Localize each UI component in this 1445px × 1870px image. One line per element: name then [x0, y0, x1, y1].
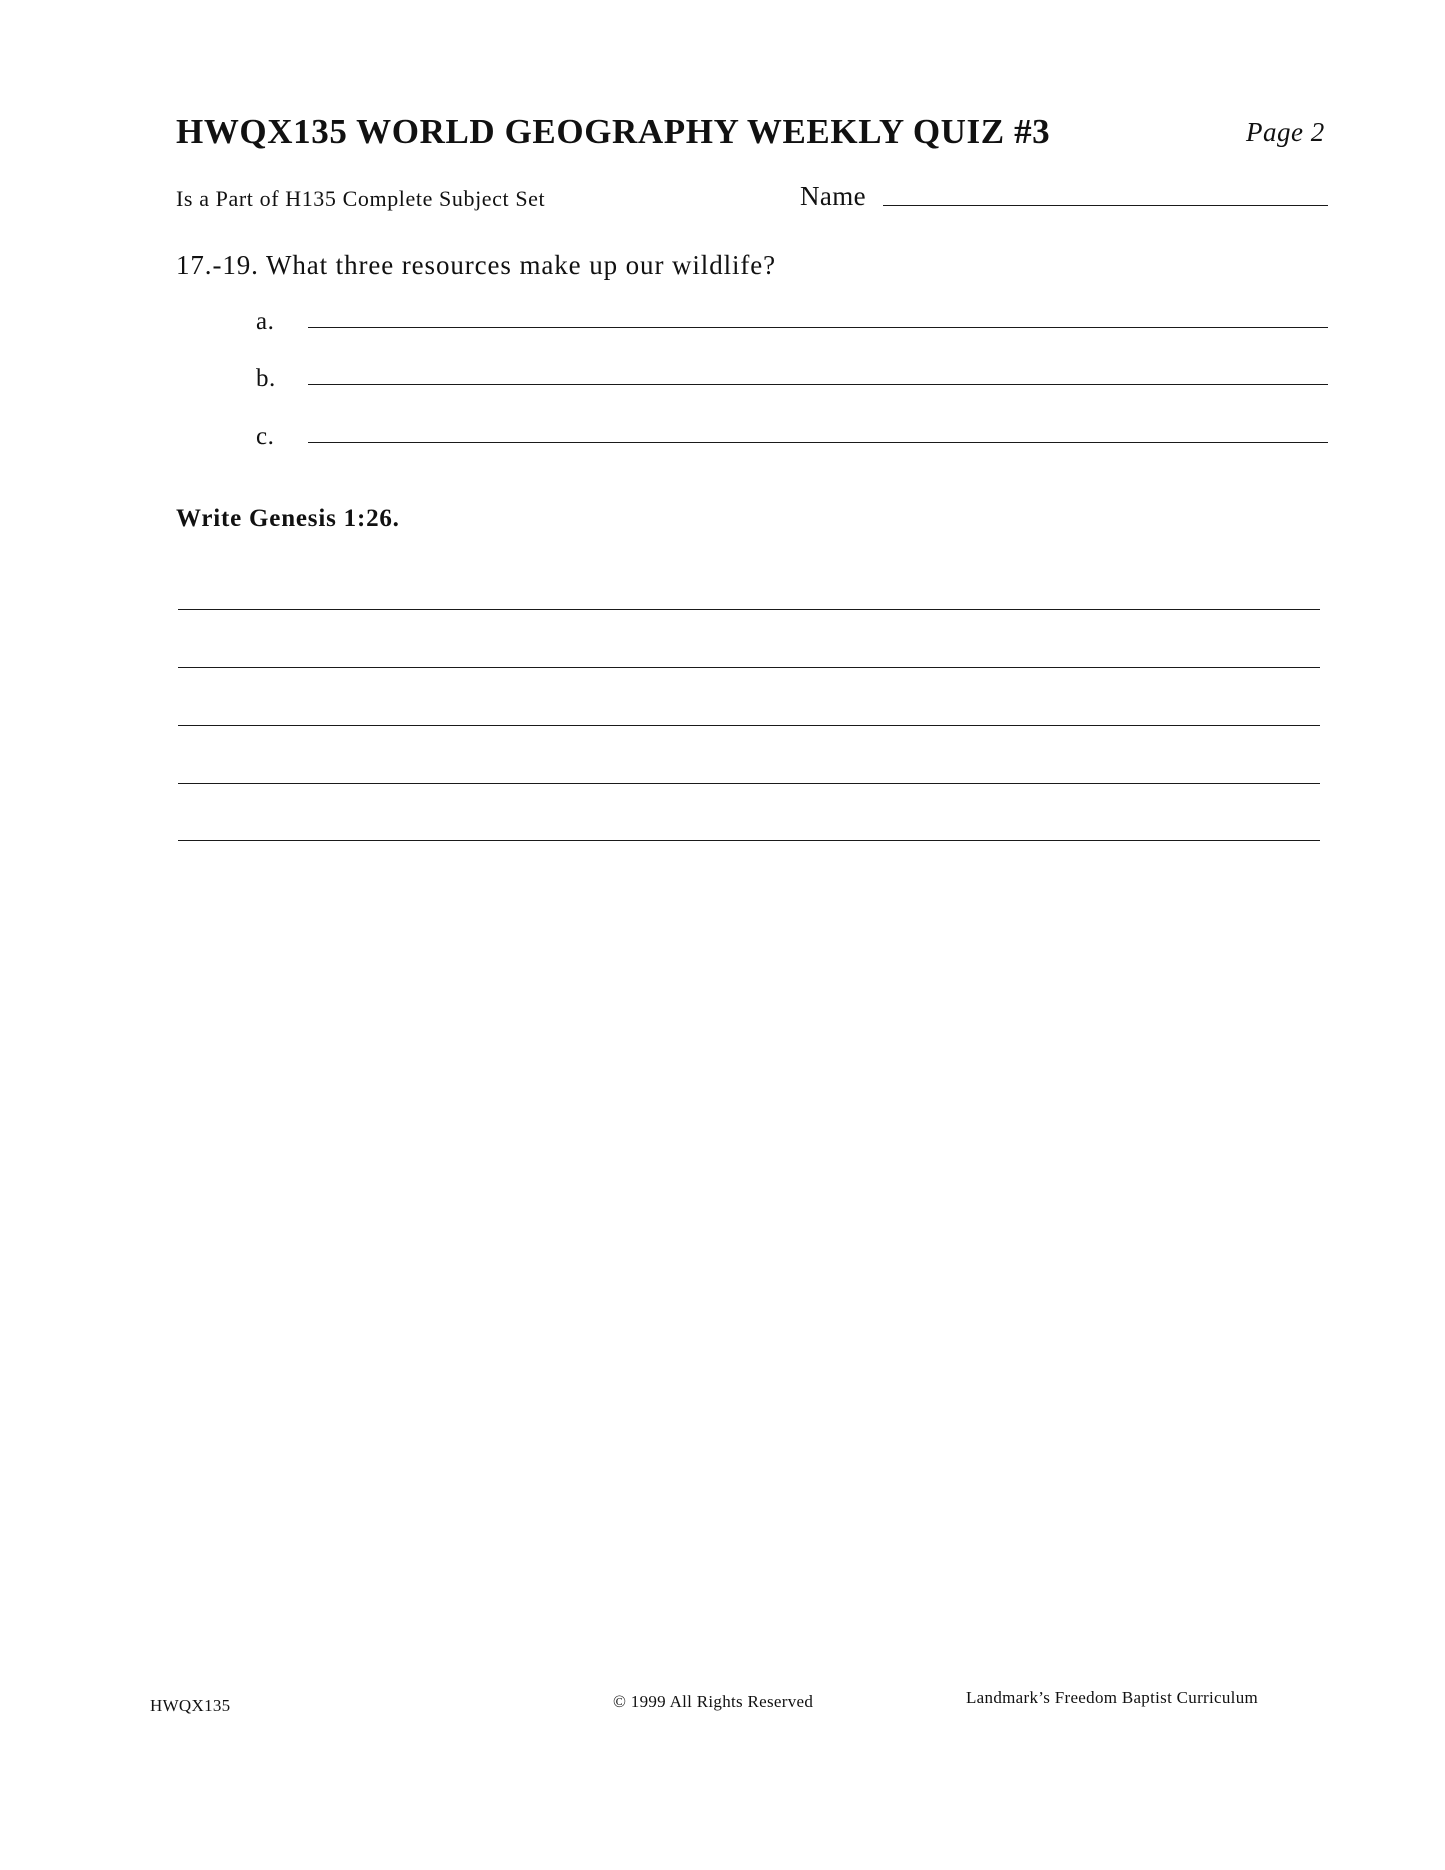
genesis-heading: Write Genesis 1:26.: [176, 505, 400, 532]
quiz-title: HWQX135 WORLD GEOGRAPHY WEEKLY QUIZ #3: [176, 112, 1051, 151]
answer-line-a[interactable]: [308, 327, 1328, 328]
writing-line-3[interactable]: [178, 725, 1320, 726]
option-letter-a: a.: [256, 308, 275, 335]
writing-line-1[interactable]: [178, 609, 1320, 610]
option-letter-c: c.: [256, 423, 275, 450]
subject-set-note: Is a Part of H135 Complete Subject Set: [176, 186, 546, 211]
question-17-19-prompt: 17.-19. What three resources make up our wildlife?: [176, 250, 777, 280]
footer-copyright: © 1999 All Rights Reserved: [613, 1692, 814, 1711]
answer-line-b[interactable]: [308, 384, 1328, 385]
answer-line-c[interactable]: [308, 442, 1328, 443]
writing-line-4[interactable]: [178, 783, 1320, 784]
name-answer-line[interactable]: [883, 205, 1328, 206]
writing-line-2[interactable]: [178, 667, 1320, 668]
footer-publisher: Landmark’s Freedom Baptist Curriculum: [966, 1688, 1259, 1707]
page-number: Page 2: [1246, 117, 1325, 147]
footer-code: HWQX135: [150, 1696, 231, 1715]
writing-line-5[interactable]: [178, 840, 1320, 841]
option-letter-b: b.: [256, 365, 276, 392]
name-label: Name: [800, 181, 867, 211]
